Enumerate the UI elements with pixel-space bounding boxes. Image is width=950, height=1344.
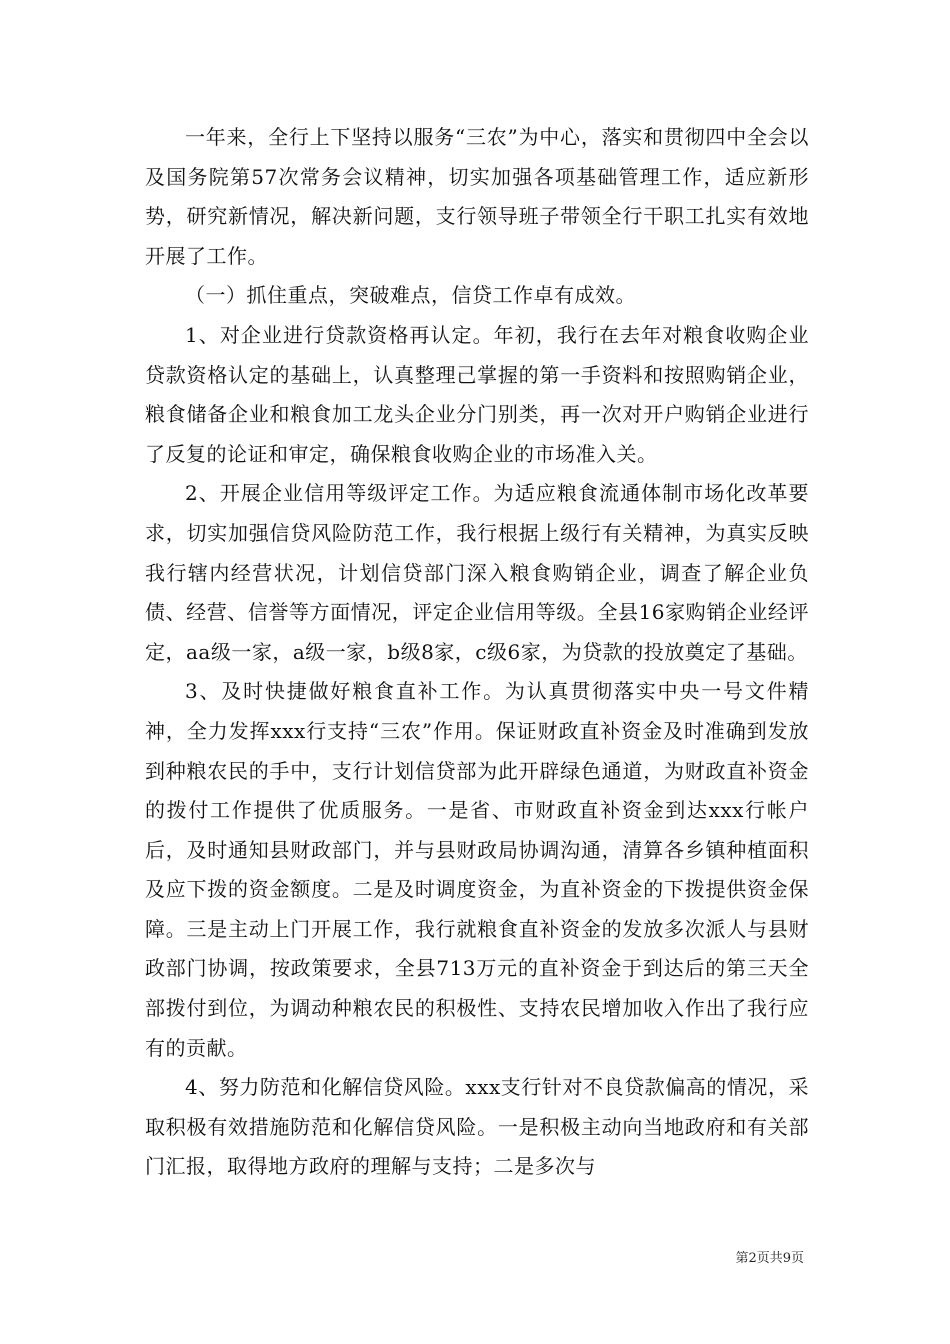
page-number: 第2页共9页 [735,1251,804,1266]
paragraph-item-1: 1、对企业进行贷款资格再认定。年初，我行在去年对粮食收购企业贷款资格认定的基础上，认真整理己掌握的第一手资料和按照购销企业，粮食储备企业和粮食加工龙头企业分门别类，再一次对开户购销企业进行了反复的论证和审定，确保粮食收购企业的市场准入关。 [145,322,809,466]
paragraph-item-3: 3、及时快捷做好粮食直补工作。为认真贯彻落实中央一号文件精神，全力发挥xxx行支持“三农”作用。保证财政直补资金及时准确到发放到种粮农民的手中，支行计划信贷部为此开辟绿色通道，为财政直补资金的拨付工作提供了优质服务。一是省、市财政直补资金到达xxx行帐户后，及时通知县财政部门，并与县财政局协调沟通，清算各乡镇种植面积及应下拨的资金额度。二是及时调度资金，为直补资金的下拨提供资金保障。三是主动上门开展工作，我行就粮食直补资金的发放多次派人与县财政部门协调，按政策要求，全县713万元的直补资金于到达后的第三天全部拨付到位，为调动种粮农民的积极性、支持农民增加收入作出了我行应有的贡献。 [145,679,809,1060]
paragraph-item-2: 2、开展企业信用等级评定工作。为适应粮食流通体制市场化改革要求，切实加强信贷风险防范工作，我行根据上级行有关精神，为真实反映我行辖内经营状况，计划信贷部门深入粮食购销企业，调查了解企业负债、经营、信誉等方面情况，评定企业信用等级。全县16家购销企业经评定，aa级一家，a级一家，b级8家，c级6家，为贷款的投放奠定了基础。 [145,481,809,664]
document-body [145,118,809,1187]
paragraph-item-4: 4、努力防范和化解信贷风险。xxx支行针对不良贷款偏高的情况，采取积极有效措施防范和化解信贷风险。一是积极主动向当地政府和有关部门汇报，取得地方政府的理解与支持；二是多次与 [145,1075,809,1179]
paragraph-intro: 一年来，全行上下坚持以服务“三农”为中心，落实和贯彻四中全会以及国务院第57次常务会议精神，切实加强各项基础管理工作，适应新形势，研究新情况，解决新问题，支行领导班子带领全行干职工扎实有效地开展了工作。 [145,125,809,268]
section-heading: （一）抓住重点，突破难点，信贷工作卓有成效。 [185,283,636,308]
